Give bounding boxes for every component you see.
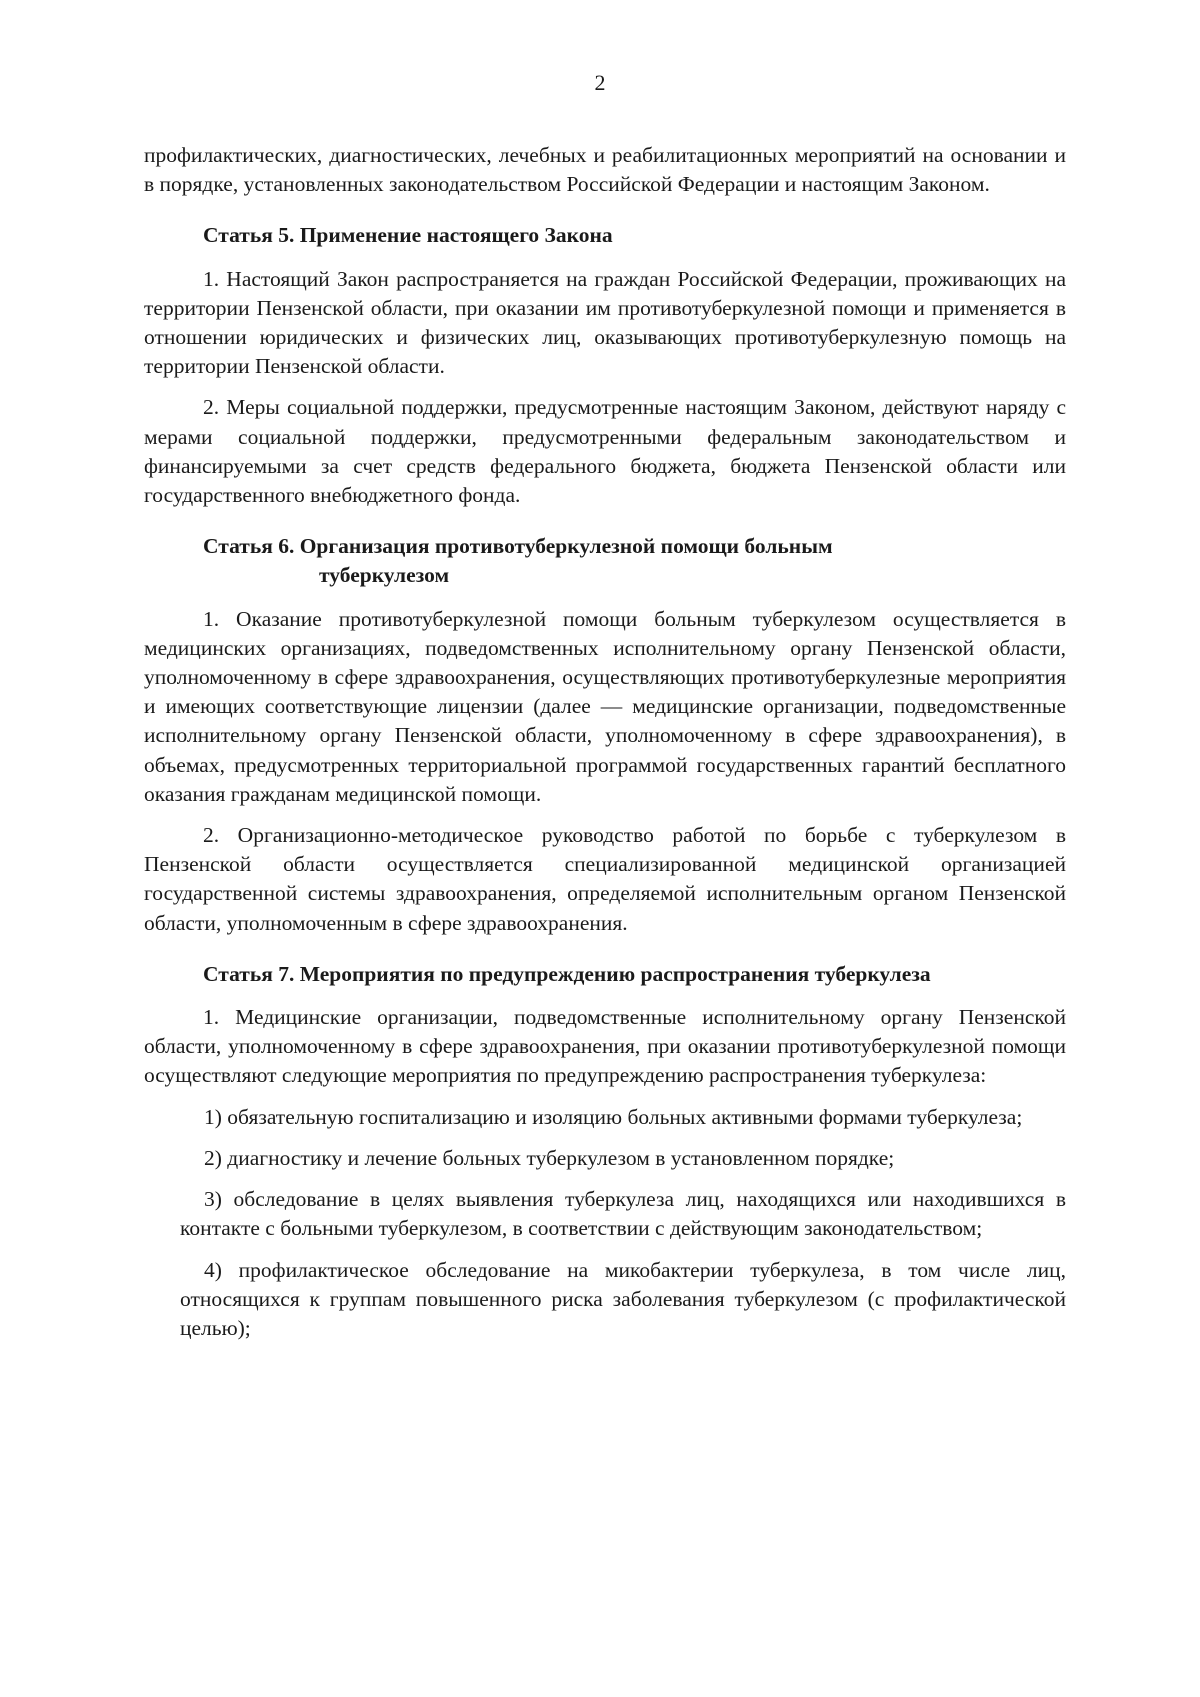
article-6-heading-line1: Статья 6. Организация противотуберкулезной помощи больным [203,534,833,559]
page-number: 2 [594,70,606,95]
article-7-heading: Статья 7. Мероприятия по предупреждению распространения туберкулеза [203,961,931,986]
article-6-paragraph-1: 1. Оказание противотуберкулезной помощи больным туберкулезом осуществляется в медицинских организациях, подведомственных исполнительному органу Пензенской области, уполномоченному в сфере здравоохранения, осуществляющих противотуберкулезные мероприятия и имеющих соответствующие лицензии (далее — медицинские организации, подведомственные исполнительному органу Пензенской области, уполномоченному в сфере здравоохранения), в объемах, предусмотренных территориальной программой государственных гарантий бесплатного оказания гражданам медицинской помощи. [144,606,1066,806]
article-7-paragraph-1: 1. Медицинские организации, подведомственные исполнительному органу Пензенской области, уполномоченному в сфере здравоохранения, при оказании противотуберкулезной помощи осуществляют следующие мероприятия по предупреждению распространения туберкулеза: [144,1005,1066,1088]
article-5-heading: Статья 5. Применение настоящего Закона [203,223,613,248]
intro-paragraph: профилактических, диагностических, лечебных и реабилитационных мероприятий на основании и в порядке, установленных законодательством Российской Федерации и настоящим Законом. [144,143,1066,197]
article-7-item-1: 1) обязательную госпитализацию и изоляцию больных активными формами туберкулеза; [204,1104,1023,1129]
article-7-item-4: 4) профилактическое обследование на микобактерии туберкулеза, в том числе лиц, относящихся к группам повышенного риска заболевания туберкулезом (с профилактической целью); [180,1257,1066,1340]
document-body [144,141,1066,1355]
article-7-item-3: 3) обследование в целях выявления туберкулеза лиц, находящихся или находившихся в контакте с больными туберкулезом, в соответствии с действующим законодательством; [180,1187,1066,1241]
article-7-item-2: 2) диагностику и лечение больных туберкулезом в установленном порядке; [204,1145,895,1170]
article-6-paragraph-2: 2. Организационно-методическое руководство работой по борьбе с туберкулезом в Пензенской области осуществляется специализированной медицинской организацией государственной системы здравоохранения, определяемой исполнительным органом Пензенской области, уполномоченным в сфере здравоохранения. [144,823,1066,935]
article-6-heading [203,532,1066,590]
article-5-paragraph-2: 2. Меры социальной поддержки, предусмотренные настоящим Законом, действуют наряду с мерами социальной поддержки, предусмотренными федеральным законодательством и финансируемыми за счет средств федерального бюджета, бюджета Пензенской области или государственного внебюджетного фонда. [144,395,1066,508]
article-5-paragraph-1: 1. Настоящий Закон распространяется на граждан Российской Федерации, проживающих на территории Пензенской области, при оказании им противотуберкулезной помощи и применяется в отношении юридических и физических лиц, оказывающих противотуберкулезную помощь на территории Пензенской области. [144,266,1066,379]
article-6-heading-line2: туберкулезом [319,563,450,588]
